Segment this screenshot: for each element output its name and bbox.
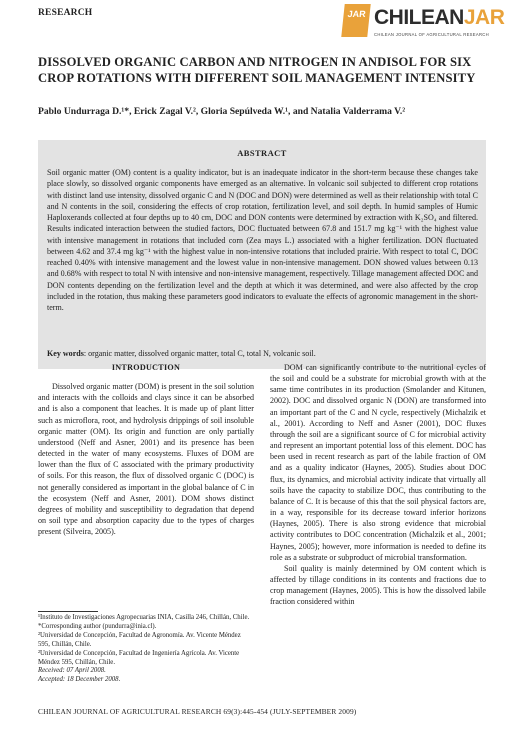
section-label: RESEARCH [38, 8, 93, 18]
footnote-3: ²Universidad de Concepción, Facultad de Ingeniería Agrícola. Av. Vicente Méndez 595, Chillán, Chile. [38, 649, 240, 666]
left-column [38, 362, 254, 537]
article-title: DISSOLVED ORGANIC CARBON AND NITROGEN IN ANDISOL FOR SIX CROP ROTATIONS WITH DIFFERENT SOIL MANAGEMENT INTENSITY [38, 55, 476, 85]
logo-name-part1: CHILEAN [374, 6, 464, 29]
footnote-1: ¹Instituto de Investigaciones Agropecuarias INIA, Casilla 246, Chillán, Chile. *Corresponding author (pundurra@inia.cl). [38, 614, 250, 630]
keywords-label: Key words [47, 349, 84, 358]
abstract-heading: ABSTRACT [237, 148, 287, 158]
logo-name [374, 6, 504, 30]
keywords-list: : organic matter, dissolved organic matter, total C, total N, volcanic soil. [83, 349, 316, 358]
footnote-2: ²Universidad de Concepción, Facultad de Agronomía. Av. Vicente Méndez 595, Chillán, Chile. [38, 631, 241, 648]
footnote-divider [38, 611, 98, 612]
logo-badge-icon [341, 4, 370, 37]
abstract-box [38, 140, 486, 369]
abstract-text: Soil organic matter (OM) content is a quality indicator, but is an inadequate indicator in the short-term because these changes take place slowly, so dissolved organic components have emerged as an alternative. In volcanic soil subjected to different crop rotations with distinct land use intensity, dissolved organic C and N (DOC and DON) were determined as well as their relationship with total C and N contents in the soil, considering the effects of crop rotation, fertilization level, and soil depth. In humid samples of Humic Haploxerands collected at four depths up to 40 cm, DOC and DON contents were determined by extraction with K₂SO₄ and filtered. Results indicated interaction between the studied factors, DOC fluctuated between 67.8 and 151.7 mg kg⁻¹ with the highest value with intensive management in rotations that included corn (Zea mays L.) associated with a higher fertilization. DON fluctuated between 4.62 and 37.4 mg kg⁻¹ with the highest value in non-intensive rotations that included prairie. With respect to total C, DOC reached 0.40% with intensive management and the lowest value in non-intensive management. DON showed values between 0.13 and 0.68% with respect to total N with intensive and non-intensive management, respectively. Tillage management affected DOC and DON contents depending on the fertilization level and the depth at which it was determined, and were also affected by the crop included in the rotation, thus making these parameters good indicators to evaluate the effects of agronomic management in the short-term. [47, 168, 478, 312]
right-column [270, 362, 486, 607]
keywords [47, 349, 478, 358]
introduction-heading: INTRODUCTION [111, 363, 181, 372]
received-date: Received: 07 April 2008. [38, 667, 106, 675]
intro-paragraph-3: Soil quality is mainly determined by OM content which is affected by tillage conditions in its contents and fractions due to crop management (Haynes, 2005). This is how the dissolved labile fraction considered within [270, 563, 486, 607]
journal-footer: CHILEAN JOURNAL OF AGRICULTURAL RESEARCH 69(3):445-454 (JULY-SEPTEMBER 2009) [38, 707, 357, 716]
intro-paragraph-1: Dissolved organic matter (DOM) is present in the soil solution and interacts with the colloids and clays since it can be absorbed and is also a component that leaches. It is made up of plant litter such as microflora, root, and hydrolysis drippings of soil insoluble organic matter (OM). Its origin and function are only partially understood (Neff and Asner, 2001) and its presence has been detected in the water of many ecosystems. Fluxes of DOM are lower than the flux of C associated with the primary productivity of soils. For this reason, the flux of dissolved organic C (DOC) is not generally considered as important in the global balance of C in the ecosystem (Neff and Asner, 2001). DOM shows distinct degrees of mobility and susceptibility to degradation that depend on soil type and absorption capacity due to the types of charges present (Silveira, 2005). [38, 382, 254, 537]
article-authors: Pablo Undurraga D.¹*, Erick Zagal V.², Gloria Sepúlveda W.¹, and Natalia Valderrama V.² [38, 106, 406, 117]
logo-glyph: JAR [347, 9, 367, 19]
logo-name-part2: JAR [463, 6, 505, 29]
intro-paragraph-2: DOM can significantly contribute to the nutritional cycles of the soil and could be a substrate for microbial growth with at the same time contributes in its production (Smolander and Kitunen, 2002). DOC and dissolved organic N (DON) are transformed into an important part of the C and N cycle, respectively (Michalzik et al., 2001). According to Neff and Asner (2001), DOC fluxes through the soil are a significant source of C for microbial activity and represent an important potential loss of this element. DOC has been used in recent research as part of the labile fraction of OM and as a quality indicator (Haynes, 2005). Studies about DOC flux, its dynamics, and microbial activity indicate that virtually all soils have the capacity to stabilize DOC, thus contributing to the balance of C. It is because of this that the soil physical factors are, in a way, responsible for its decrease toward inferior horizons (Haynes, 2005). There is also strong evidence that microbial activity contributes to DOC concentration (Michalzik et al., 2001; Haynes, 2005); however, more information is needed to define its role as a substrate or subproduct of microbial transformation. [270, 363, 486, 562]
logo-subtitle: CHILEAN JOURNAL OF AGRICULTURAL RESEARCH [374, 32, 489, 37]
footnotes [38, 614, 254, 685]
accepted-date: Accepted: 18 December 2008. [38, 676, 121, 684]
journal-logo [343, 4, 505, 44]
